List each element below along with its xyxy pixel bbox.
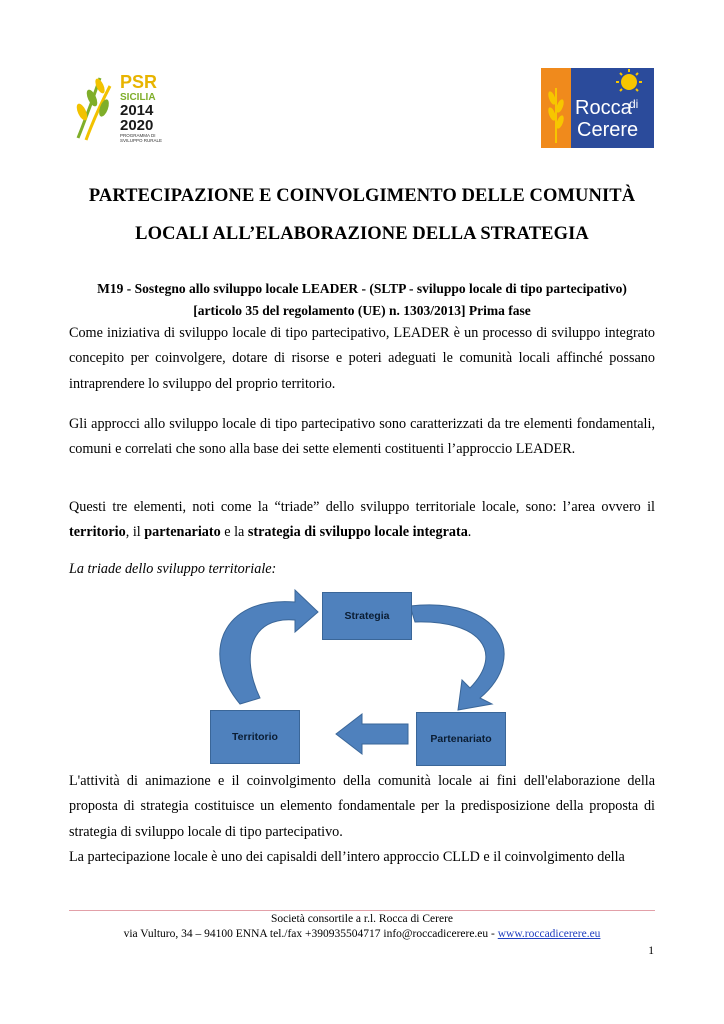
rocca-di-cerere-logo	[541, 68, 654, 148]
svg-text:di: di	[629, 97, 639, 111]
arrow-territorio-to-strategia	[220, 590, 318, 704]
svg-text:2014: 2014	[120, 102, 154, 119]
svg-text:2020: 2020	[120, 117, 154, 134]
arrow-strategia-to-partenariato	[410, 605, 504, 710]
paragraph-5: La partecipazione locale è uno dei capisaldi dell’intero approccio CLLD e il coinvolgimento della	[69, 849, 625, 865]
footer-rule	[69, 910, 655, 911]
page-number: 1	[648, 945, 654, 957]
paragraph-3: Questi tre elementi, noti come la “triade” dello sviluppo territoriale locale, sono: l’area ovvero il territorio, il partenariato e la strategia di sviluppo locale integrata.	[69, 499, 655, 541]
footer-address: via Vulturo, 34 – 94100 ENNA tel./fax +390935504717 info@roccadicerere.eu - www.roccadicerere.eu	[123, 928, 601, 940]
box-territorio: Territorio	[210, 710, 300, 764]
footer-company: Società consortile a r.l. Rocca di Cerere	[270, 913, 453, 925]
paragraph-1: Come iniziativa di sviluppo locale di tipo partecipativo, LEADER è un processo di sviluppo integrato concepito per coinvolgere, dotare di risorse e poteri adeguati le comunità locali affinché possano intraprendere lo sviluppo del proprio territorio.	[69, 325, 655, 392]
subtitle-line-1: M19 - Sostegno allo sviluppo locale LEADER - (SLTP - sviluppo locale di tipo partecipativo)	[97, 281, 627, 296]
svg-text:SVILUPPO RURALE: SVILUPPO RURALE	[120, 138, 163, 143]
svg-text:Rocca: Rocca	[575, 97, 632, 119]
svg-text:PROGRAMMA DI: PROGRAMMA DI	[120, 133, 156, 138]
bold-territorio: territorio	[69, 524, 126, 541]
psr-text: PSR	[120, 72, 158, 92]
box-strategia: Strategia	[322, 592, 412, 640]
subtitle-line-2: [articolo 35 del regolamento (UE) n. 1303/2013] Prima fase	[193, 303, 531, 318]
bold-partenariato: partenariato	[144, 524, 221, 541]
bold-strategia: strategia di sviluppo locale integrata	[247, 524, 468, 541]
page-title-line-1: PARTECIPAZIONE E COINVOLGIMENTO DELLE COMUNITÀ	[88, 186, 636, 206]
footer-website-link[interactable]: www.roccadicerere.eu	[497, 928, 601, 940]
paragraph-4: L'attività di animazione e il coinvolgimento della comunità locale ai fini dell'elaborazione della proposta di strategia costituisce un elemento fondamentale per la predisposizione della proposta di strategia di sviluppo locale di tipo partecipativo.	[69, 773, 655, 840]
paragraph-2: Gli approcci allo sviluppo locale di tipo partecipativo sono caratterizzati da tre elementi fondamentali, comuni e correlati che sono alla base dei sette elementi costituenti l’approccio LEADER.	[69, 416, 655, 458]
diagram-caption: La triade dello sviluppo territoriale:	[69, 561, 277, 577]
box-partenariato: Partenariato	[416, 712, 506, 766]
svg-text:Cerere: Cerere	[577, 119, 639, 141]
page-title-line-2: LOCALI ALL’ELABORAZIONE DELLA STRATEGIA	[135, 224, 589, 244]
svg-text:SICILIA: SICILIA	[120, 92, 156, 103]
triad-diagram	[200, 586, 540, 772]
psr-sicilia-logo	[70, 68, 170, 144]
arrow-partenariato-to-territorio	[336, 714, 408, 754]
